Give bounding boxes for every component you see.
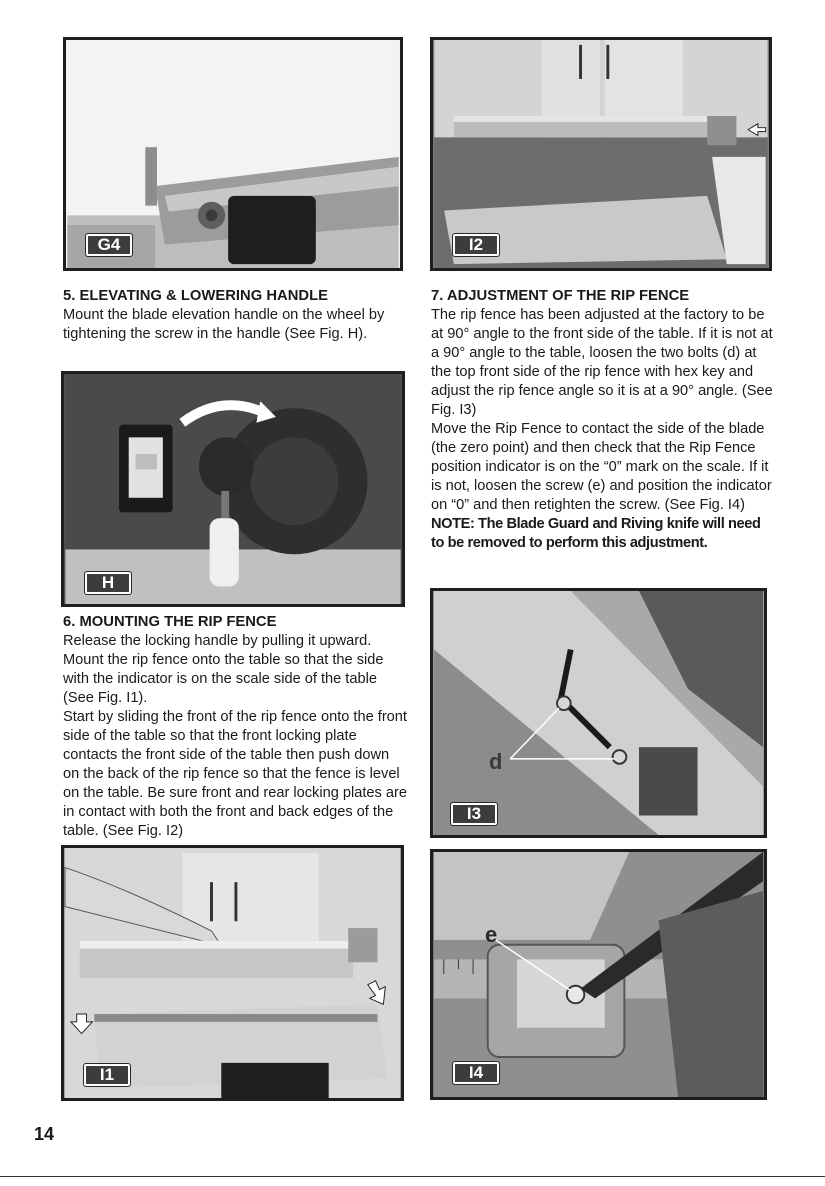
figure-i3	[430, 588, 767, 838]
section-6	[63, 613, 408, 841]
figure-g4-label: G4	[86, 234, 132, 256]
section-6-paragraph-1: Release the locking handle by pulling it upward. Mount the rip fence onto the table so that the side with the indicator is on the scale side of the table (See Fig. I1).	[63, 633, 384, 706]
figure-i1	[61, 845, 404, 1101]
figure-i4	[430, 849, 767, 1100]
section-7-paragraph-2: Move the Rip Fence to contact the side of the blade (the zero point) and then check that the Rip Fence position indicator is on the “0” mark on the scale. If it is not, loosen the screw (e) and position the indicator on “0” and then retighten the screw. (See Fig. I4)	[431, 421, 772, 513]
callout-e: e	[485, 922, 498, 947]
figure-h-photo	[64, 374, 402, 604]
section-5-body: Mount the blade elevation handle on the wheel by tightening the screw in the handle (See Fig. H).	[63, 307, 385, 342]
callout-d: d	[489, 749, 503, 774]
figure-i4-label: I4	[453, 1062, 499, 1084]
figure-h-label: H	[85, 572, 131, 594]
section-7-note: NOTE: The Blade Guard and Riving knife will need to be removed to perform this adjustment.	[431, 516, 761, 551]
footer-rule	[0, 1176, 825, 1177]
section-6-heading: 6. MOUNTING THE RIP FENCE	[63, 614, 277, 630]
figure-i3-photo	[433, 591, 764, 835]
figure-i1-label: I1	[84, 1064, 130, 1086]
section-7-heading: 7. ADJUSTMENT OF THE RIP FENCE	[431, 288, 690, 304]
figure-i2-label: I2	[453, 234, 499, 256]
figure-i2	[430, 37, 772, 271]
section-5-heading: 5. ELEVATING & LOWERING HANDLE	[63, 288, 328, 304]
page-number: 14	[34, 1124, 55, 1144]
section-7	[431, 287, 776, 553]
figure-g4	[63, 37, 403, 271]
figure-h	[61, 371, 405, 607]
section-5	[63, 287, 408, 344]
section-6-paragraph-2: Start by sliding the front of the rip fence onto the front side of the table so that the front locking plate contacts the front side of the table then push down on the back of the rip fence so that the fence is level on the table. Be sure front and rear locking plates are in contact with both the front and back edges of the table. (See Fig. I2)	[63, 709, 407, 839]
figure-i1-photo	[64, 848, 401, 1098]
figure-i4-photo	[433, 852, 764, 1097]
section-7-paragraph-1: The rip fence has been adjusted at the factory to be at 90° angle to the front side of the table. If it is not at a 90° angle to the table, loosen the two bolts (d) at the top front side of the rip fence with hex key and adjust the rip fence angle so it is at a 90° angle. (See Fig. I3)	[431, 307, 773, 418]
figure-i3-label: I3	[451, 803, 497, 825]
